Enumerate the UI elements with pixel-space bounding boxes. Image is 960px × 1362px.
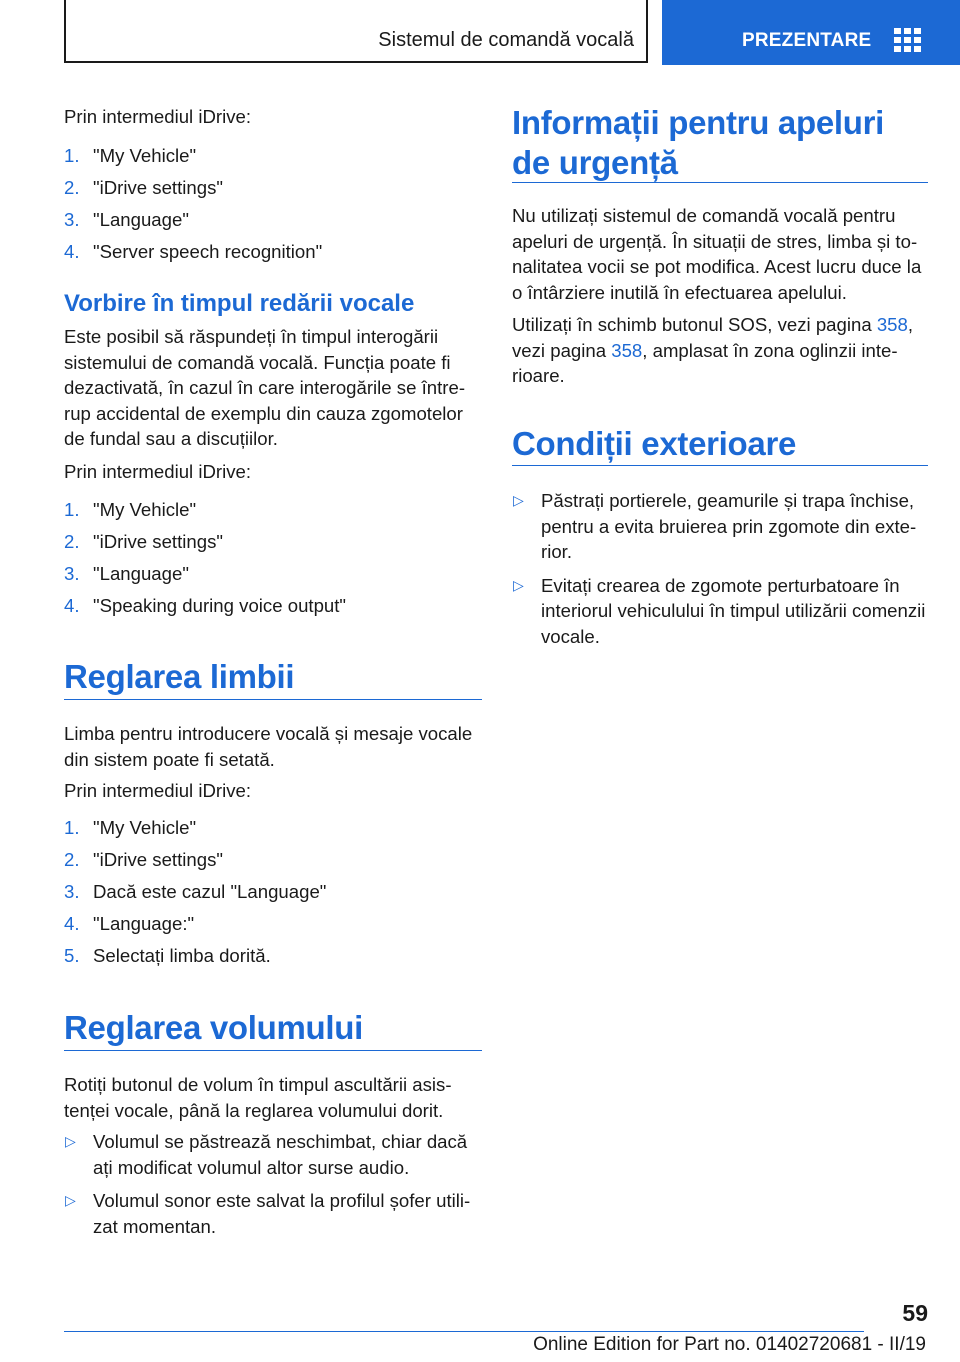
subheading-voice-output: Vorbire în timpul redării vocale xyxy=(64,290,415,317)
idrive-intro-2: Prin intermediul iDrive: xyxy=(64,461,252,482)
steps-list-2 xyxy=(64,494,346,622)
heading-rule xyxy=(64,699,482,700)
bullet-triangle-icon: ▷ xyxy=(65,1133,76,1149)
language-text: Limba pentru introducere vocală și mesaje vocale din sistem poate fi setată. xyxy=(64,723,473,770)
footer-edition: Online Edition for Part no. 01402720681 - II/19 xyxy=(533,1334,926,1355)
list-item: ▷ Volumul se păstrează neschimbat, chiar dacă ați modificat volumul altor surse audio. xyxy=(65,1131,468,1178)
list-item: 5. Selectați limba dorită. xyxy=(64,945,271,966)
list-item: 4. "Speaking during voice output" xyxy=(64,595,347,616)
list-item: 3. "Language" xyxy=(64,563,189,584)
steps-list-3 xyxy=(64,812,326,972)
heading-rule xyxy=(512,465,928,466)
page-header xyxy=(0,0,960,66)
emergency-text: Nu utilizați sistemul de comandă vocală pentru apeluri de urgență. În situații de stres, limba și tonalitatea vocii se pot modifica. Acest lucru duce la o întârziere inutilă în efectuarea apelului. xyxy=(512,205,922,303)
heading-rule xyxy=(64,1050,482,1051)
heading-volume: Reglarea volumului xyxy=(64,1009,364,1046)
bullet-triangle-icon: ▷ xyxy=(513,576,524,593)
voice-output-text: Este posibil să răspundeți în timpul interogării sistemului de comandă vocală. Funcția poate fi dezactivată, în cazul în care interogările se întrerup accidental de exemplu din cauza zgomotelor de fundal sau a discuțiilor. xyxy=(64,326,466,449)
list-item: 4. "Server speech recognition" xyxy=(64,241,323,262)
list-item: 2. "iDrive settings" xyxy=(64,849,223,870)
footer-rule xyxy=(64,1331,864,1332)
section-label: PREZENTARE xyxy=(742,30,872,51)
list-item: 3. Dacă este cazul "Language" xyxy=(64,881,327,902)
heading-rule xyxy=(512,182,928,183)
bullet-triangle-icon: ▷ xyxy=(65,1192,76,1208)
page-link-358[interactable]: 358 xyxy=(876,314,908,335)
page-number: 59 xyxy=(902,1300,928,1326)
exterior-bullets xyxy=(512,488,928,657)
list-item: 2. "iDrive settings" xyxy=(64,531,223,552)
page-link-358[interactable]: 358 xyxy=(611,339,643,361)
list-item: ▷ Evitați crearea de zgomote perturbatoare în interiorul vehiculului în timpul utilizării comenzii vocale. xyxy=(513,574,926,647)
grid-menu-icon[interactable] xyxy=(894,28,922,52)
heading-emergency: Informații pentru apeluri de urgență xyxy=(512,104,885,181)
list-item: 1. "My Vehicle" xyxy=(64,145,197,166)
heading-exterior: Condiții exterioare xyxy=(512,425,797,462)
list-item: 4. "Language:" xyxy=(64,913,195,934)
volume-bullets xyxy=(64,1129,482,1247)
volume-text: Rotiți butonul de volum în timpul ascultării asistenței vocale, până la reglarea volumului dorit. xyxy=(64,1074,452,1121)
list-item: 1. "My Vehicle" xyxy=(64,817,197,838)
idrive-intro-3: Prin intermediul iDrive: xyxy=(64,780,252,801)
idrive-intro-1: Prin intermediul iDrive: xyxy=(64,106,252,127)
bullet-triangle-icon: ▷ xyxy=(513,492,524,508)
heading-language: Reglarea limbii xyxy=(64,658,295,695)
list-item: 3. "Language" xyxy=(64,209,189,230)
sos-text: Utilizați în schimb butonul SOS, vezi pagina 358, vezi pagina 358, amplasat în zona oglinzii interioare. xyxy=(512,314,914,386)
list-item: 1. "My Vehicle" xyxy=(64,499,197,520)
chapter-title: Sistemul de comandă vocală xyxy=(378,29,634,51)
list-item: ▷ Volumul sonor este salvat la profilul șofer utilizat momentan. xyxy=(65,1190,471,1237)
section-tab[interactable] xyxy=(662,0,960,65)
list-item: 2. "iDrive settings" xyxy=(64,177,223,198)
steps-list-1 xyxy=(64,140,322,268)
chapter-title-box xyxy=(64,0,648,63)
list-item: ▷ Păstrați portierele, geamurile și trapa închise, pentru a evita bruierea prin zgomote din exterior. xyxy=(513,490,917,562)
